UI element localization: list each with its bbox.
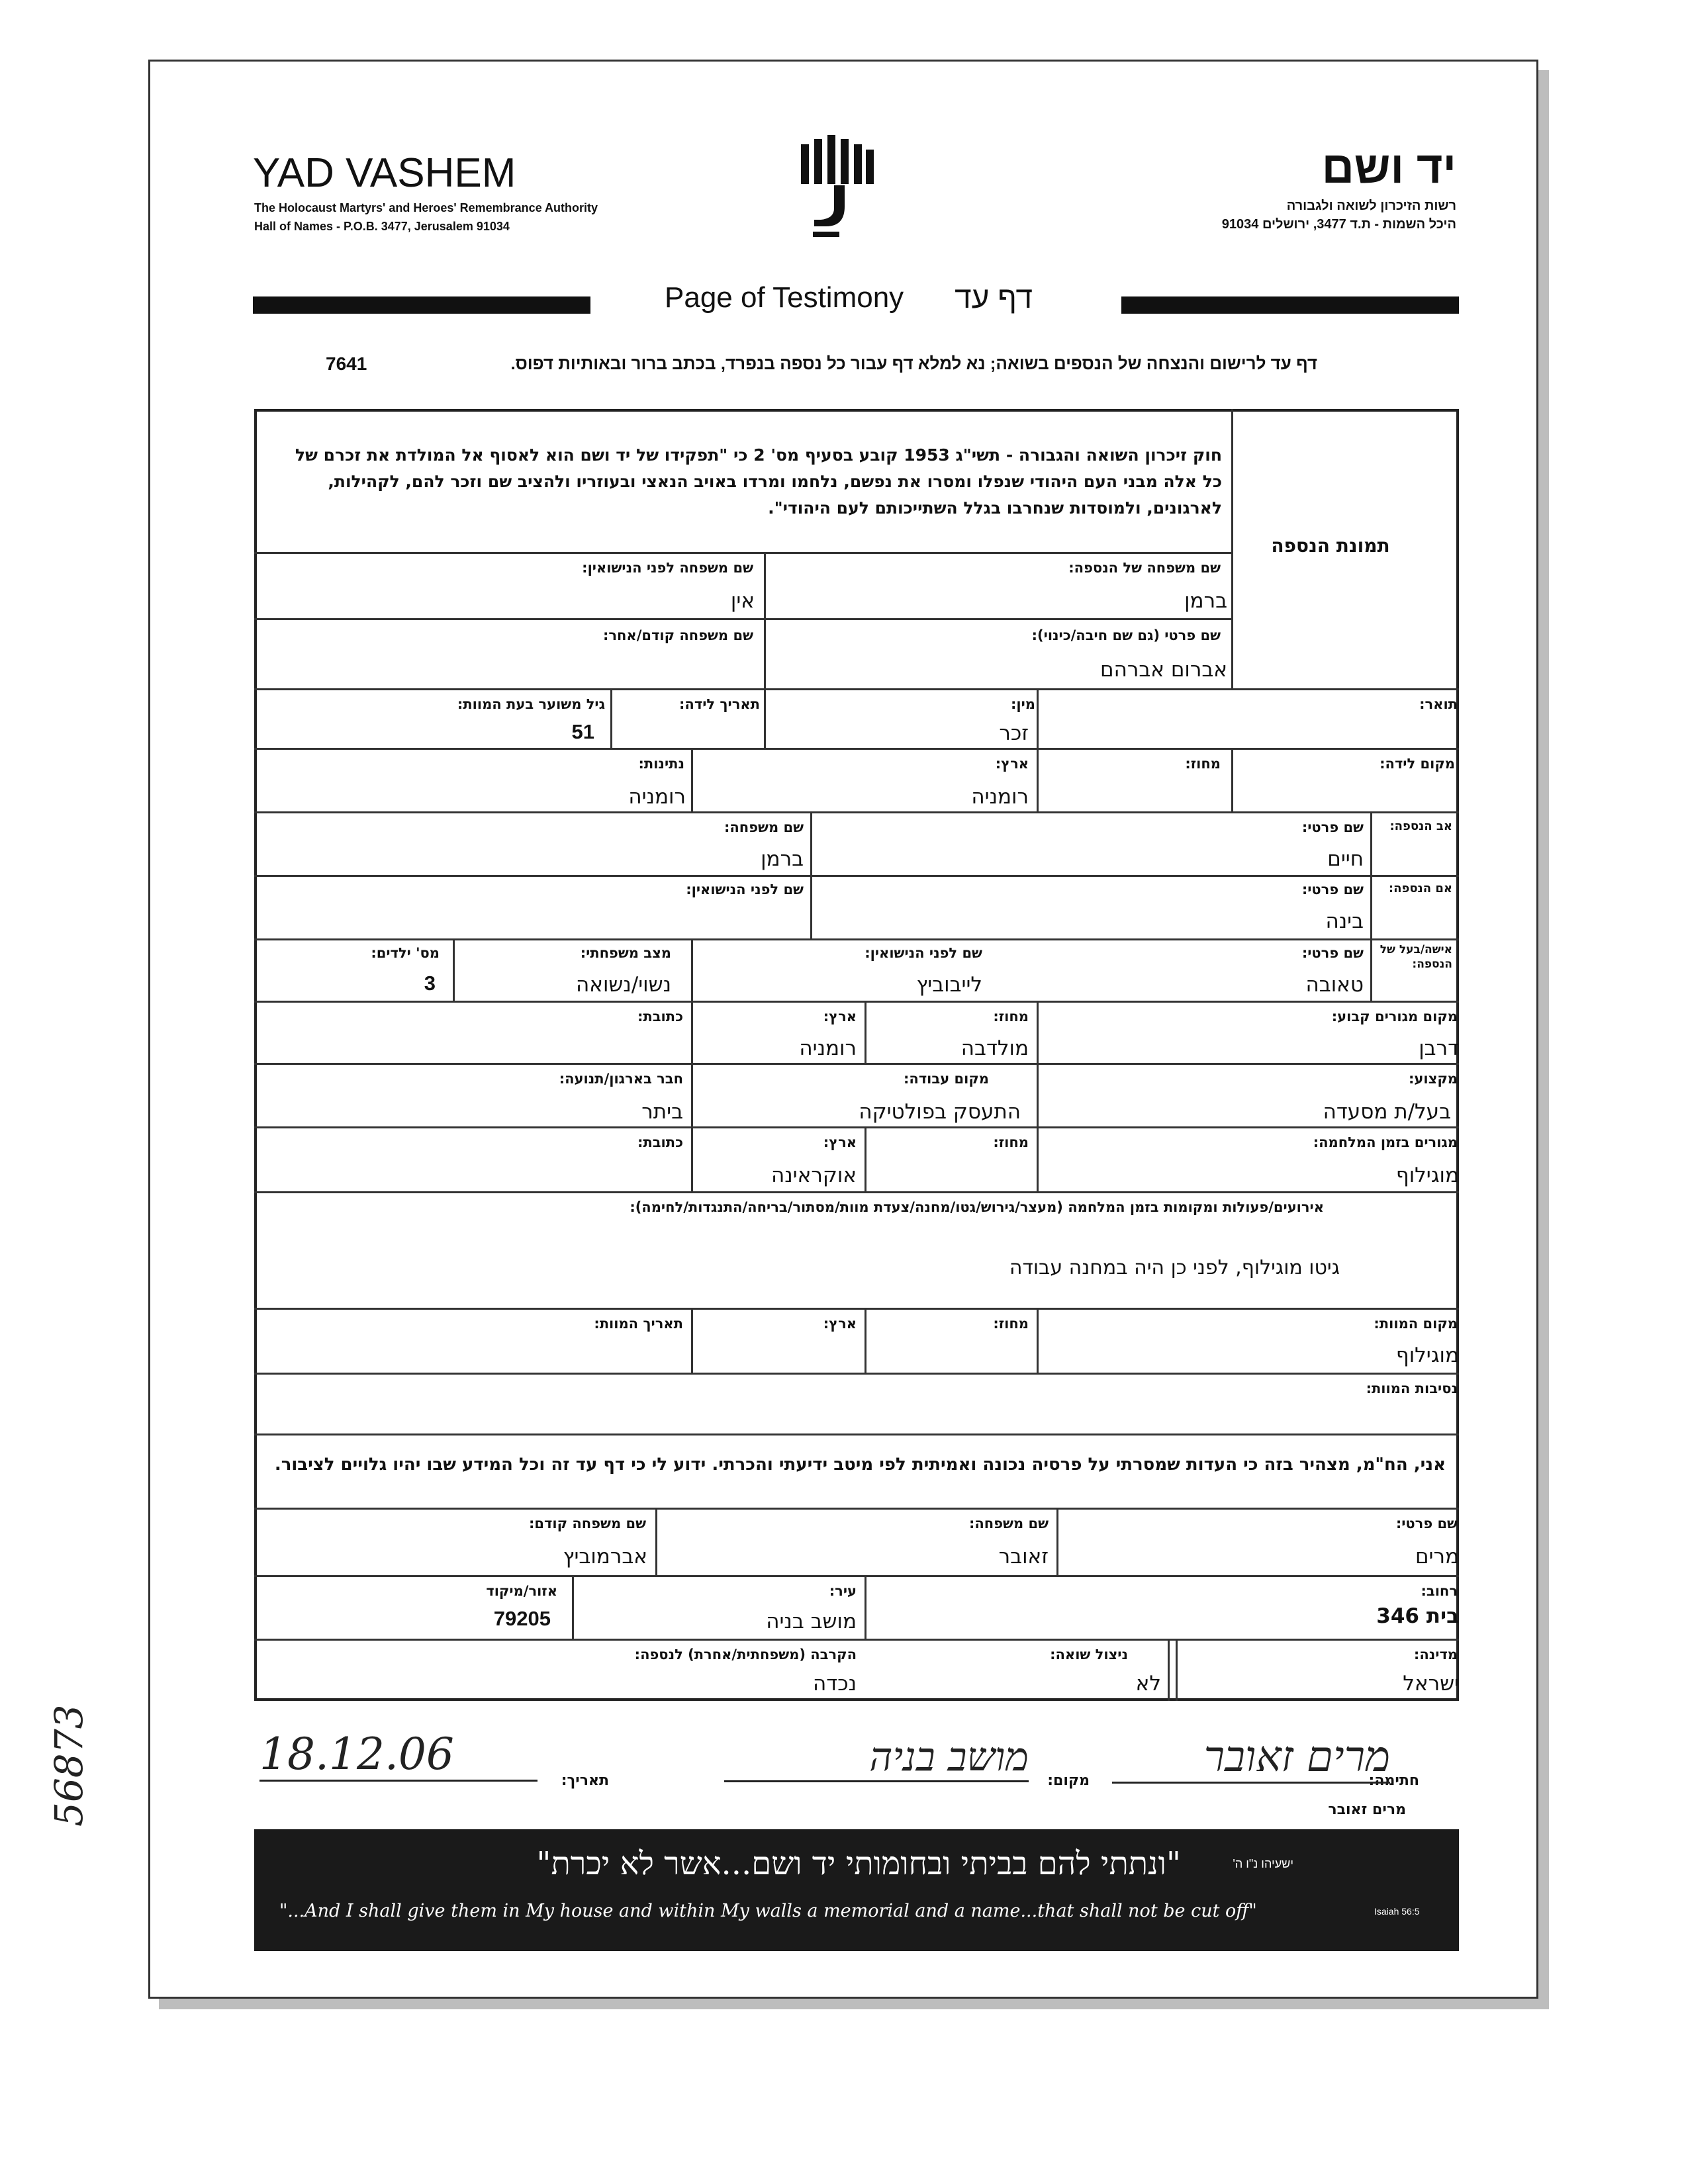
victim-gender-label: מין: bbox=[1011, 696, 1035, 712]
col-line bbox=[1037, 748, 1039, 811]
org-subtitle-hebrew-1: רשות הזיכרון לשואה ולגבורה bbox=[1286, 199, 1456, 213]
victim-birth-date-label: תאריך לידה: bbox=[679, 696, 760, 712]
banner-hebrew: "ונתתי להם בביתי ובחומותי יד ושם...אשר לא יכרת" bbox=[536, 1845, 1181, 1882]
col-line bbox=[865, 1001, 866, 1063]
col-line bbox=[764, 688, 766, 748]
wartime-country-label: ארץ: bbox=[823, 1134, 857, 1150]
residence-district: מולדבה bbox=[960, 1036, 1029, 1060]
victim-title-label: תואר: bbox=[1419, 696, 1458, 712]
signature-date-label: תאריך: bbox=[561, 1772, 609, 1789]
row-line bbox=[254, 875, 1459, 877]
col-line bbox=[691, 1001, 693, 1063]
survivor: לא bbox=[1135, 1672, 1161, 1696]
col-line bbox=[453, 938, 455, 1001]
relation: נכדה bbox=[813, 1672, 857, 1696]
col-line bbox=[691, 1063, 693, 1126]
death-place-label: מקום המוות: bbox=[1374, 1316, 1458, 1332]
spouse-maiden-name-label: שם לפני הנישואין: bbox=[865, 945, 982, 961]
col-line bbox=[865, 1575, 866, 1639]
submitter-city-label: עיר: bbox=[829, 1583, 857, 1599]
org-subtitle-hebrew-2: היכל השמות - ת.ד 3477, ירושלים 91034 bbox=[1221, 217, 1456, 232]
col-line bbox=[1056, 1508, 1058, 1575]
submitter-prev-name-label: שם משפחה קודם: bbox=[529, 1516, 646, 1531]
residence-address-label: כתובת: bbox=[637, 1009, 683, 1024]
col-line bbox=[1037, 1063, 1039, 1126]
residence-country: רומניה bbox=[799, 1036, 857, 1060]
spouse-first-name-label: שם פרטי: bbox=[1301, 945, 1364, 961]
submitter-first-name: מרים bbox=[1415, 1545, 1459, 1569]
birth-district-label: מחוז: bbox=[1185, 756, 1221, 772]
victim-age: 51 bbox=[571, 720, 594, 743]
victim-family-name-label: שם משפחה של הנספה: bbox=[1068, 560, 1221, 576]
col-line bbox=[610, 688, 612, 748]
submitter-prev-name: אברמוביץ bbox=[563, 1545, 647, 1569]
row-line bbox=[254, 1191, 1459, 1193]
col-line bbox=[764, 552, 766, 688]
submitter-first-name-label: שם פרטי: bbox=[1395, 1516, 1458, 1531]
col-line bbox=[691, 938, 693, 1001]
instructions: דף עד לרישום והנצחה של הנספים בשואה; נא למלא דף עבור כל נספה בנפרד, בכתב ברור ובאותיות דפוס. bbox=[510, 353, 1317, 373]
col-line bbox=[810, 811, 812, 938]
page-title-hebrew: דף עד bbox=[955, 280, 1033, 314]
birth-place-label: מקום לידה: bbox=[1380, 756, 1455, 772]
relation-label: הקרבה (משפחתית/אחרת) לנספה: bbox=[634, 1647, 857, 1662]
org-subtitle-english-2: Hall of Names - P.O.B. 3477, Jerusalem 91034 bbox=[254, 220, 510, 233]
occupation: בעל/ת מסעדה bbox=[1323, 1100, 1451, 1124]
mother-row-label: אם הנספה: bbox=[1388, 882, 1452, 895]
marital-status: נשוי/נשואה bbox=[576, 973, 671, 997]
banner-english-ref: Isaiah 56:5 bbox=[1374, 1906, 1420, 1917]
photo-label: תמונת הנספה bbox=[1271, 535, 1390, 557]
father-row-label: אב הנספה: bbox=[1389, 819, 1452, 833]
declaration: אני, הח"מ, מצהיר בזה כי העדות שמסרתי על פרסיה נכונה ואמיתית לפי מיטב ידיעתי והכרתי. ידוע לי כי דף עד זה וכל המידע שבו יהיו גלויים לציבור. bbox=[274, 1455, 1446, 1475]
col-line bbox=[1037, 688, 1039, 748]
col-line bbox=[865, 1308, 866, 1373]
wartime-country: אוקראינה bbox=[771, 1163, 857, 1187]
org-name-hebrew: יד ושם bbox=[1321, 142, 1456, 193]
side-archive-number: 56873 bbox=[46, 1704, 91, 1827]
submitter-street-label: רחוב: bbox=[1421, 1583, 1458, 1599]
birth-country: רומניה bbox=[971, 785, 1029, 809]
death-place: מוגילוף bbox=[1395, 1343, 1459, 1367]
wartime-place-label: מגורים בזמן המלחמה: bbox=[1313, 1134, 1458, 1150]
col-line bbox=[691, 1126, 693, 1191]
col-line bbox=[1037, 1308, 1039, 1373]
row-line bbox=[254, 1308, 1459, 1310]
row-line bbox=[254, 1639, 1459, 1641]
law-text: חוק זיכרון השואה והגבורה - תשי"ג 1953 קובע בסעיף מס' 2 כי "תפקידו של יד ושם הוא לאסוף אל המולדת את זכרם של כל אלה מבני העם היהודי שנפלו ומסרו את נפשם, נלחמו ומרדו באויב הנאצי ובעוזריו ולהציב שם וזכר להם, לקהילות, לארגונים, ולמוסדות שנחרבו בגלל השתייכותם לעם היהודי". bbox=[295, 445, 1222, 518]
org-name-english: YAD VASHEM bbox=[253, 150, 516, 196]
birth-country-label: ארץ: bbox=[995, 756, 1029, 772]
victim-first-name: אברום אברהם bbox=[1100, 658, 1227, 682]
residence-place: דרבן bbox=[1419, 1036, 1459, 1060]
col-line bbox=[572, 1575, 574, 1639]
col-line bbox=[1370, 811, 1372, 1001]
children-count: 3 bbox=[424, 972, 436, 995]
banner-hebrew-ref: ישעיהו נ"ו ה' bbox=[1233, 1857, 1293, 1870]
quote-banner bbox=[254, 1829, 1459, 1951]
nationality: רומניה bbox=[628, 785, 686, 809]
organization-label: חבר בארגון/תנועה: bbox=[559, 1071, 683, 1087]
workplace: התעסק בפולטיקה bbox=[859, 1100, 1021, 1124]
wartime-district-label: מחוז: bbox=[993, 1134, 1029, 1150]
col-line bbox=[865, 1126, 866, 1191]
victim-family-name: ברמן bbox=[1184, 589, 1227, 613]
submitter-country: ישראל bbox=[1403, 1672, 1459, 1696]
victim-maiden-name: אין bbox=[730, 589, 755, 613]
row-line bbox=[254, 1126, 1459, 1128]
death-country-label: ארץ: bbox=[823, 1316, 857, 1332]
marital-status-label: מצב משפחתי: bbox=[580, 945, 671, 961]
col-line bbox=[1037, 1126, 1039, 1191]
survivor-label: ניצול שואה: bbox=[1050, 1647, 1128, 1662]
residence-district-label: מחוז: bbox=[993, 1009, 1029, 1024]
wartime-address-label: כתובת: bbox=[637, 1134, 683, 1150]
mother-first-name-label: שם פרטי: bbox=[1301, 882, 1364, 897]
signature-place: מושב בניה bbox=[724, 1734, 1029, 1782]
victim-maiden-name-label: שם משפחה לפני הנישואין: bbox=[582, 560, 753, 576]
col-line bbox=[691, 748, 693, 811]
row-line bbox=[254, 938, 1459, 940]
mother-maiden-name-label: שם לפני הנישואין: bbox=[686, 882, 804, 897]
spouse-maiden-name: לייבוביץ bbox=[916, 973, 982, 997]
form-number: 7641 bbox=[326, 353, 367, 374]
signature-label: חתימה: bbox=[1368, 1772, 1419, 1789]
col-line bbox=[1176, 1639, 1178, 1701]
residence-place-label: מקום מגורים קבוע: bbox=[1331, 1009, 1458, 1024]
workplace-label: מקום עבודה: bbox=[904, 1071, 989, 1087]
signature-date: 18.12.06 bbox=[259, 1729, 538, 1782]
page-title-english: Page of Testimony bbox=[665, 281, 904, 314]
row-line bbox=[254, 1063, 1459, 1065]
row-line bbox=[254, 811, 1459, 813]
printed-name: מרים זאובר bbox=[1328, 1801, 1406, 1818]
row-line bbox=[254, 1433, 1459, 1435]
submitter-zip-label: אזור/מיקוד bbox=[486, 1583, 557, 1599]
spouse-row-label: אישה/בעל של הנספה: bbox=[1380, 943, 1452, 971]
spouse-first-name: טאובה bbox=[1305, 973, 1364, 997]
residence-country-label: ארץ: bbox=[823, 1009, 857, 1024]
col-line bbox=[691, 1308, 693, 1373]
header-rule-left bbox=[253, 296, 590, 314]
photo-divider bbox=[1231, 409, 1233, 690]
father-family-name-label: שם משפחה: bbox=[724, 819, 804, 835]
wartime-place: מוגילוף bbox=[1395, 1163, 1459, 1187]
col-line bbox=[1168, 1639, 1170, 1701]
victim-gender: זכר bbox=[999, 721, 1029, 745]
death-district-label: מחוז: bbox=[993, 1316, 1029, 1332]
header-rule-right bbox=[1121, 296, 1459, 314]
col-line bbox=[1231, 748, 1233, 811]
row-line bbox=[254, 1508, 1459, 1510]
victim-first-name-label: שם פרטי (גם שם חיבה/כינוי): bbox=[1031, 627, 1221, 643]
row-line bbox=[254, 1575, 1459, 1577]
children-count-label: מס' ילדים: bbox=[371, 945, 440, 961]
banner-english: "...And I shall give them in My house and within My walls a memorial and a name...that shall not be cut off" bbox=[279, 1901, 1257, 1921]
signature: מרים זאובר bbox=[1112, 1733, 1390, 1784]
mother-first-name: בינה bbox=[1325, 909, 1364, 933]
death-date-label: תאריך המוות: bbox=[594, 1316, 683, 1332]
col-line bbox=[655, 1508, 657, 1575]
submitter-street: בית 346 bbox=[1376, 1604, 1459, 1628]
org-subtitle-english-1: The Holocaust Martyrs' and Heroes' Remembrance Authority bbox=[254, 201, 598, 214]
death-circumstances-label: נסיבות המוות: bbox=[1366, 1381, 1458, 1396]
wartime-events-label: אירועים/פעולות ומקומות בזמן המלחמה (מעצר/גירוש/גטו/מחנה/צעדת מוות/מסתור/בריחה/התנגדות/לחימה): bbox=[630, 1199, 1324, 1215]
submitter-country-label: מדינה: bbox=[1413, 1647, 1458, 1662]
signature-place-label: מקום: bbox=[1047, 1772, 1090, 1789]
row-line bbox=[254, 748, 1459, 750]
submitter-family-name: זאובר bbox=[998, 1545, 1049, 1569]
row-line bbox=[254, 552, 1231, 554]
organization: ביתר bbox=[641, 1100, 683, 1124]
row-line bbox=[254, 688, 1459, 690]
victim-age-label: גיל משוער בעת המוות: bbox=[457, 696, 605, 712]
father-first-name-label: שם פרטי: bbox=[1301, 819, 1364, 835]
victim-prev-name-label: שם משפחה קודם/אחר: bbox=[602, 627, 753, 643]
row-line bbox=[254, 618, 1231, 620]
father-family-name: ברמן bbox=[761, 847, 804, 871]
submitter-city: מושב בניה bbox=[766, 1610, 857, 1633]
wartime-events: גיטו מוגילוף, לפני כן היה במחנה עבודה bbox=[1009, 1256, 1340, 1279]
row-line bbox=[254, 1001, 1459, 1003]
nationality-label: נתינות: bbox=[638, 756, 684, 772]
submitter-family-name-label: שם משפחה: bbox=[968, 1516, 1049, 1531]
occupation-label: מקצוע: bbox=[1409, 1071, 1458, 1087]
col-line bbox=[1037, 1001, 1039, 1063]
father-first-name: חיים bbox=[1327, 847, 1364, 871]
submitter-zip: 79205 bbox=[493, 1607, 551, 1630]
yad-vashem-logo bbox=[794, 132, 880, 245]
row-line bbox=[254, 1373, 1459, 1375]
